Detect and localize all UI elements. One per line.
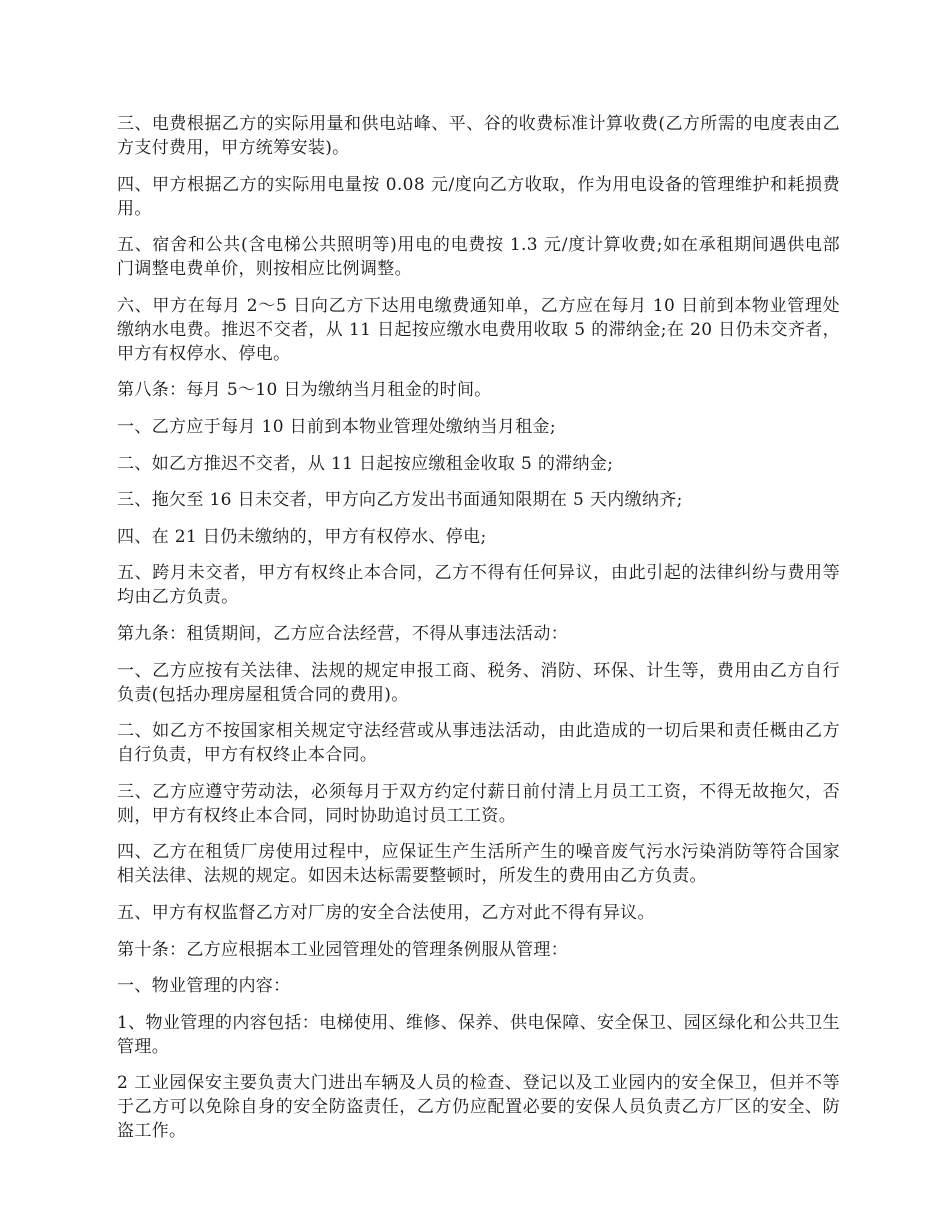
paragraph-rent-suspension: 四、在 21 日仍未缴纳的，甲方有权停水、停电; — [117, 526, 487, 547]
paragraph-contract-termination: 五、跨月未交者，甲方有权终止本合同，乙方不得有任何异议，由此引起的法律纠纷与费用等均由乙方负责。 — [117, 563, 840, 608]
paragraph-illegal-activity: 二、如乙方不按国家相关规定守法经营或从事违法活动，由此造成的一切后果和责任概由乙方自行负责，甲方有权终止本合同。 — [117, 721, 840, 766]
paragraph-property-management-scope: 1、物业管理的内容包括：电梯使用、维修、保养、供电保障、安全保卫、园区绿化和公共卫生管理。 — [117, 1012, 840, 1057]
paragraph-rent-deadline: 一、乙方应于每月 10 日前到本物业管理处缴纳当月租金; — [117, 416, 556, 437]
paragraph-rent-late-fee: 二、如乙方推迟不交者，从 11 日起按应缴租金收取 5 的滞纳金; — [117, 453, 614, 474]
article-9-heading: 第九条：租赁期间，乙方应合法经营，不得从事违法活动： — [117, 623, 569, 644]
paragraph-public-electricity: 五、宿舍和公共(含电梯公共照明等)用电的电费按 1.3 元/度计算收费;如在承租期间遇供电部门调整电费单价，则按相应比例调整。 — [117, 235, 840, 280]
paragraph-security-duties: 2 工业园保安主要负责大门进出车辆及人员的检查、登记以及工业园内的安全保卫，但并不等于乙方可以免除自身的安全防盗责任，乙方仍应配置必要的安保人员负责乙方厂区的安全、防盗工作。 — [117, 1073, 840, 1142]
paragraph-environmental-compliance: 四、乙方在租赁厂房使用过程中，应保证生产生活所产生的噪音废气污水污染消防等符合国家相关法律、法规的规定。如因未达标需要整顿时，所发生的费用由乙方负责。 — [117, 842, 840, 887]
paragraph-safety-supervision: 五、甲方有权监督乙方对厂房的安全合法使用，乙方对此不得有异议。 — [117, 902, 655, 923]
article-10-heading: 第十条：乙方应根据本工业园管理处的管理条例服从管理： — [117, 939, 569, 960]
paragraph-payment-notice: 六、甲方在每月 2～5 日向乙方下达用电缴费通知单，乙方应在每月 10 日前到本物业管理处缴纳水电费。推迟不交者，从 11 日起按应缴水电费用收取 5 的滞纳金;在 20 日仍未交齐者，甲方有权停水、停电。 — [117, 295, 840, 364]
paragraph-maintenance-fee: 四、甲方根据乙方的实际用电量按 0.08 元/度向乙方收取，作为用电设备的管理维护和耗损费用。 — [117, 174, 840, 219]
paragraph-labor-law: 三、乙方应遵守劳动法，必须每月于双方约定付薪日前付清上月员工工资，不得无故拖欠，否则，甲方有权终止本合同，同时协助追讨员工工资。 — [117, 781, 840, 826]
paragraph-legal-registration: 一、乙方应按有关法律、法规的规定申报工商、税务、消防、环保、计生等，费用由乙方自行负责(包括办理房屋租赁合同的费用)。 — [117, 660, 840, 705]
paragraph-rent-arrears-notice: 三、拖欠至 16 日未交者，甲方向乙方发出书面通知限期在 5 天内缴纳齐; — [117, 490, 683, 511]
paragraph-property-management-heading: 一、物业管理的内容： — [117, 976, 291, 997]
article-8-heading: 第八条：每月 5～10 日为缴纳当月租金的时间。 — [117, 380, 492, 401]
paragraph-electricity-billing: 三、电费根据乙方的实际用量和供电站峰、平、谷的收费标准计算收费(乙方所需的电度表由乙方支付费用，甲方统筹安装)。 — [117, 114, 840, 158]
